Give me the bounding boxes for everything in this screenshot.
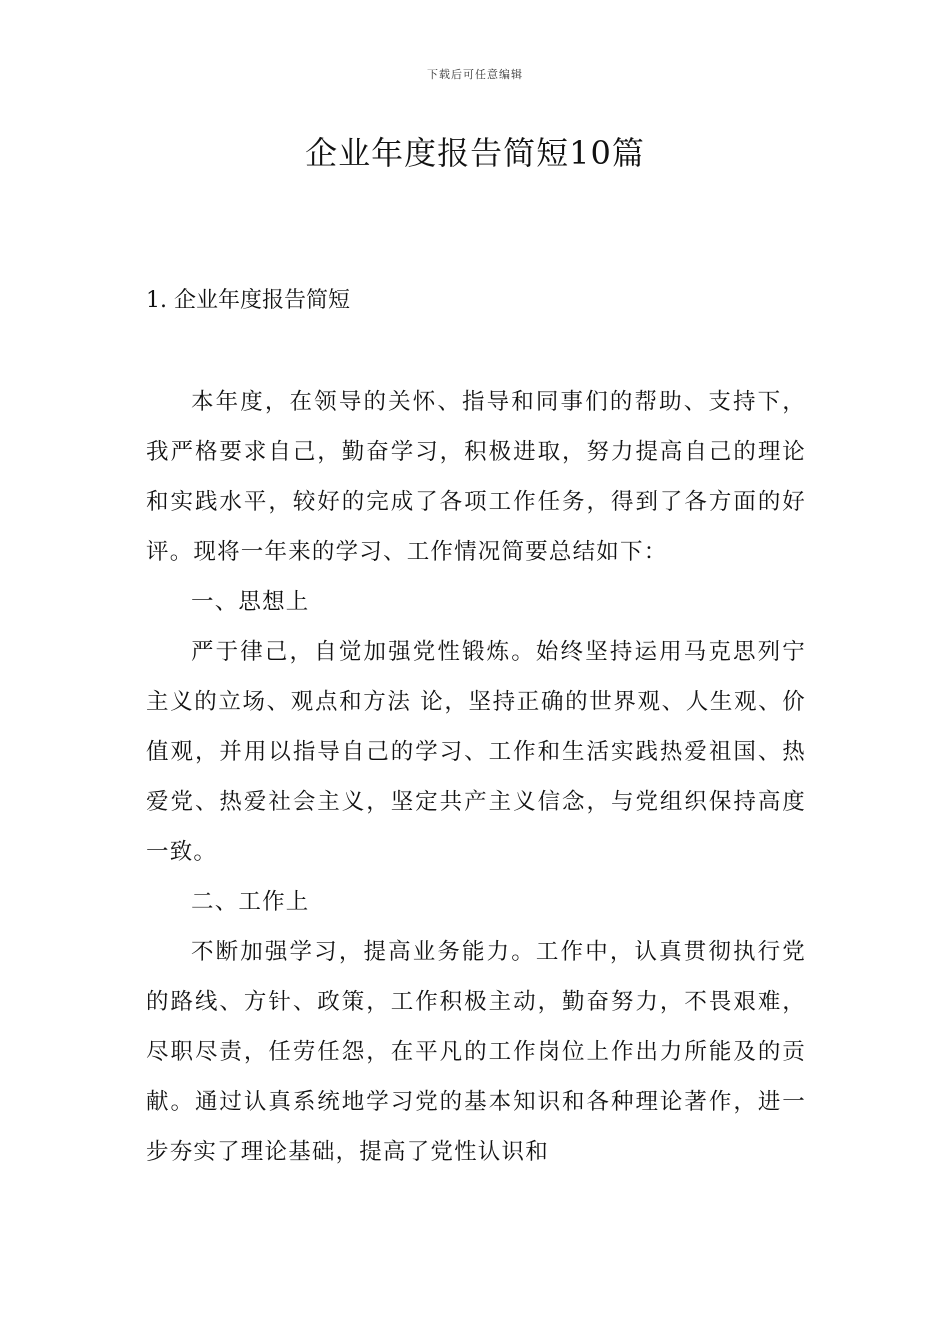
header-note: 下载后可任意编辑 xyxy=(427,68,523,81)
body-text xyxy=(146,377,806,1177)
paragraph-intro: 本年度，在领导的关怀、指导和同事们的帮助、支持下，我严格要求自己，勤奋学习，积极进取，努力提高自己的理论和实践水平，较好的完成了各项工作任务，得到了各方面的好评。现将一年来的学习、工作情况简要总结如下： xyxy=(146,389,806,565)
paragraph-thought: 严于律己，自觉加强党性锻炼。始终坚持运用马克思列宁主义的立场、观点和方法 论，坚持正确的世界观、人生观、价值观，并用以指导自己的学习、工作和生活实践热爱祖国、热爱党、热爱社会主义，坚定共产主义信念，与党组织保持高度一致。 xyxy=(146,639,806,865)
heading-work: 二、工作上 xyxy=(191,889,310,915)
paragraph-work: 不断加强学习，提高业务能力。工作中，认真贯彻执行党的路线、方针、政策，工作积极主动，勤奋努力，不畏艰难，尽职尽责，任劳任怨，在平凡的工作岗位上作出力所能及的贡献。通过认真系统地学习党的基本知识和各种理论著作，进一步夯实了理论基础，提高了党性认识和 xyxy=(146,939,806,1165)
document-title: 企业年度报告简短10篇 xyxy=(305,134,645,172)
heading-thought: 一、思想上 xyxy=(191,589,310,615)
section-title: 1. 企业年度报告简短 xyxy=(146,288,350,313)
